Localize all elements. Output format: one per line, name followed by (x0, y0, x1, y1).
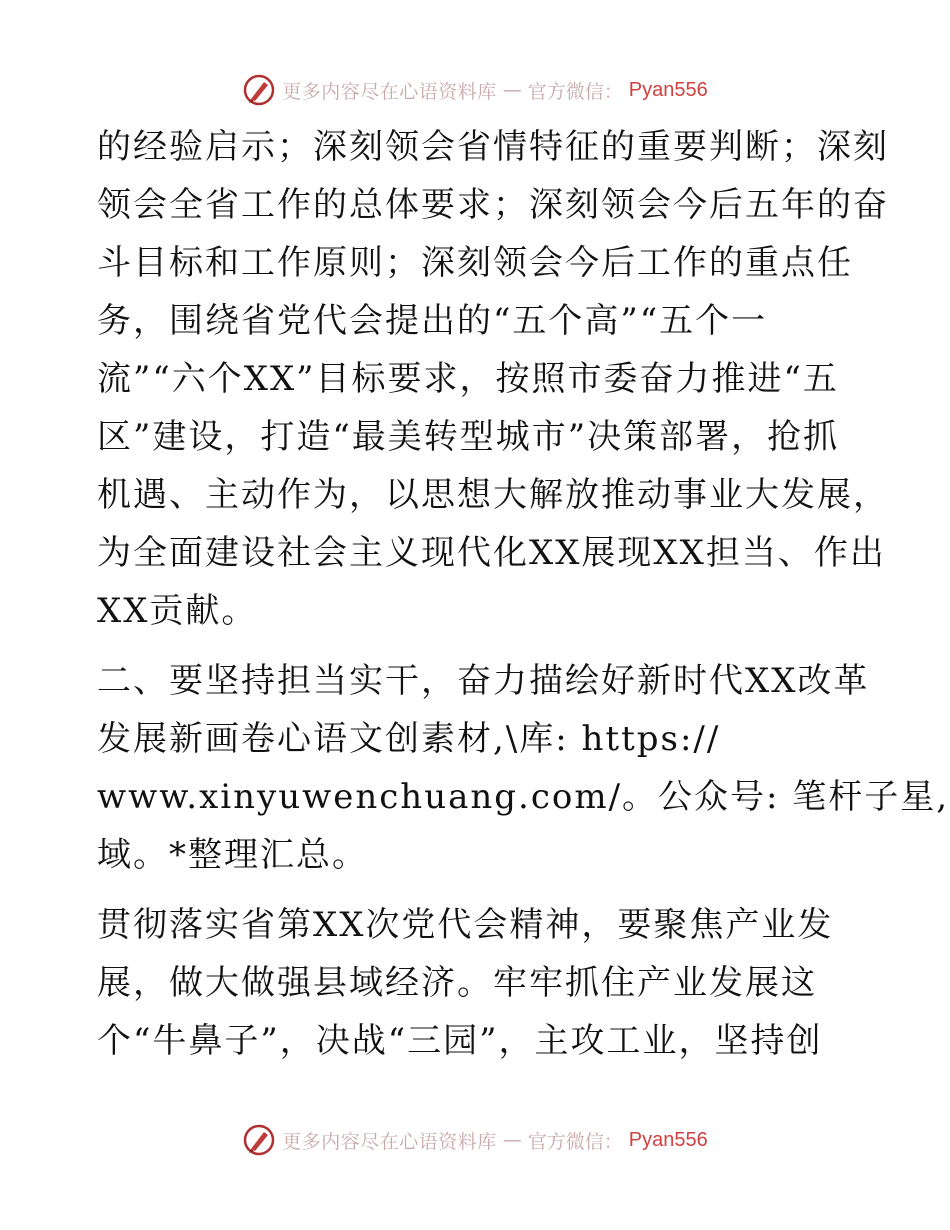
footer-watermark (0, 1122, 950, 1158)
banner-text: 更多内容尽在心语资料库 (282, 80, 497, 103)
banner-text: 更多内容尽在心语资料库 (282, 1130, 497, 1153)
text-line: 二、要坚持担当实干，奋力描绘好新时代XX改革 (97, 661, 870, 701)
banner-dash: — (502, 1129, 522, 1151)
text-line: 的经验启示；深刻领会省情特征的重要判断；深刻 (97, 127, 889, 167)
banner-wechat-id: Pyan556 (628, 1128, 708, 1151)
banner-label: 官方微信： (527, 1130, 623, 1153)
header-watermark (0, 72, 950, 108)
text-line: 务，围绕省党代会提出的“五个高”“五个一 (97, 301, 768, 341)
paragraph (97, 896, 857, 1070)
text-line: 流”“六个XX”目标要求，按照市委奋力推进“五 (97, 359, 839, 399)
text-line: 域。*整理汇总。 (97, 835, 368, 875)
text-line: 机遇、主动作为，以思想大解放推动事业大发展， (97, 475, 889, 515)
text-line: XX贡献。 (97, 591, 258, 631)
text-line: 为全面建设社会主义现代化XX展现XX担当、作出 (97, 533, 886, 573)
text-line: 区”建设，打造“最美转型城市”决策部署，抢抓 (97, 417, 840, 457)
paragraph (97, 652, 950, 884)
banner-wechat-id: Pyan556 (628, 78, 708, 101)
text-line: 领会全省工作的总体要求；深刻领会今后五年的奋 (97, 185, 889, 225)
pen-logo-icon (242, 73, 276, 107)
banner-dash: — (502, 79, 522, 101)
paragraph (97, 118, 889, 640)
banner-label: 官方微信： (527, 80, 623, 103)
text-line: 贯彻落实省第XX次党代会精神，要聚焦产业发 (97, 905, 834, 945)
text-line: 斗目标和工作原则；深刻领会今后工作的重点任 (97, 243, 853, 283)
text-line: 发展新画卷心语文创素材,\库: https:// (97, 719, 721, 759)
document-body (97, 118, 950, 1070)
text-line: 个“牛鼻子”，决战“三园”，主攻工业，坚持创 (97, 1021, 823, 1061)
text-line: 展，做大做强县域经济。牢牢抓住产业发展这 (97, 963, 817, 1003)
text-line: www.xinyuwenchuang.com/。公众号: 笔杆子星, (97, 777, 950, 817)
pen-logo-icon (242, 1123, 276, 1157)
